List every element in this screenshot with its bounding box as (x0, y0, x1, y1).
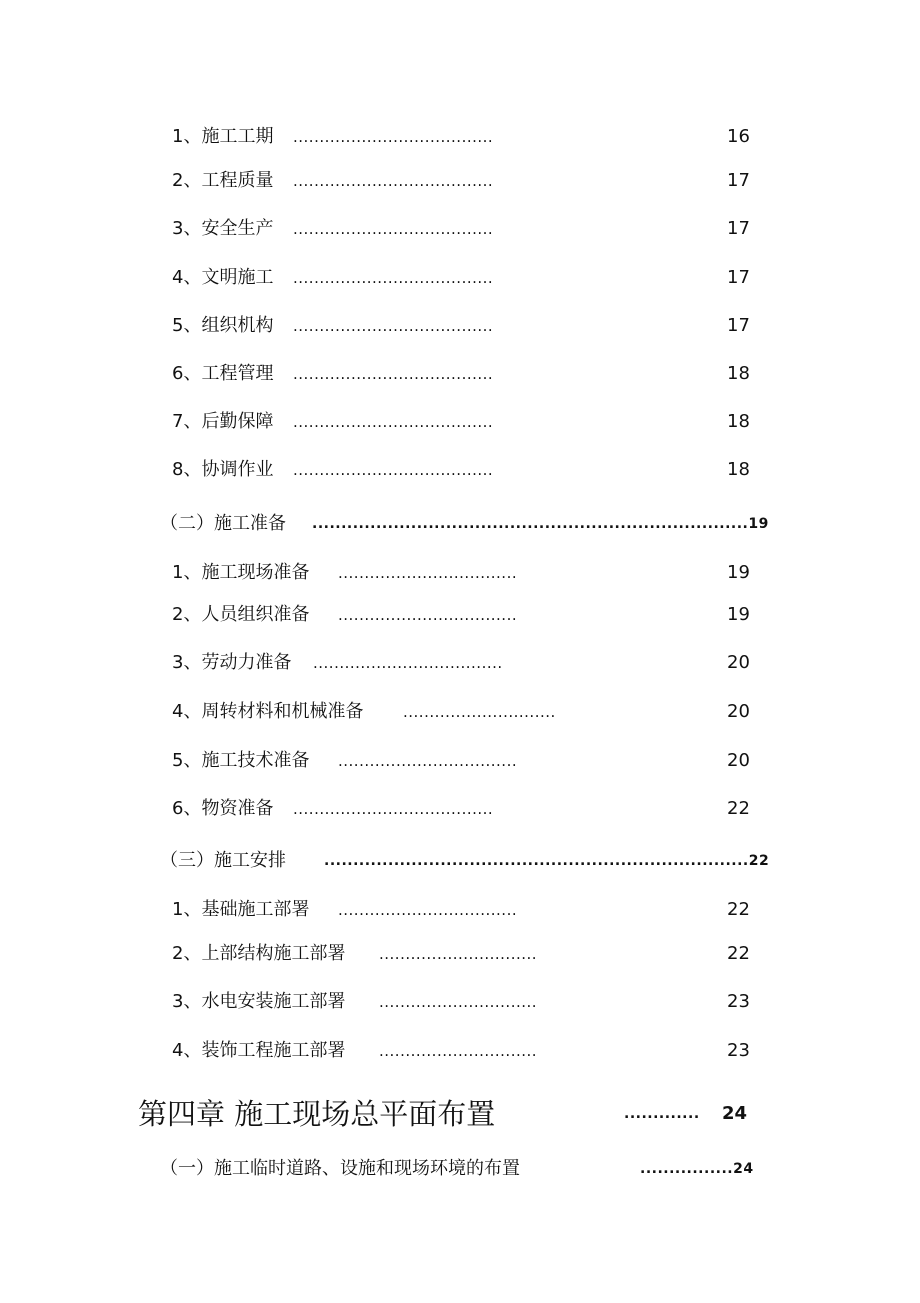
toc-entry[interactable] (0, 893, 920, 927)
section-title: （二）施工准备 (160, 513, 286, 534)
dot-leader: ...................................... (293, 269, 494, 287)
dot-leader-with-page: ................24 (640, 1161, 754, 1177)
chapter-title: 第四章 施工现场总平面布置 (138, 1097, 496, 1131)
toc-entry[interactable] (0, 556, 920, 590)
dot-leader: ...................................... (293, 800, 494, 818)
entry-title: 6、工程管理 (172, 363, 274, 384)
dot-leader: .................................... (313, 654, 503, 672)
toc-entry[interactable] (0, 695, 920, 729)
page-number: 23 (727, 1040, 750, 1061)
toc-entry[interactable] (0, 646, 920, 680)
entry-title: 8、协调作业 (172, 459, 274, 480)
toc-section[interactable] (0, 507, 920, 541)
page-number: 20 (727, 701, 750, 722)
entry-title: 4、装饰工程施工部署 (172, 1040, 346, 1061)
toc-entry[interactable] (0, 985, 920, 1019)
page-number: 17 (727, 315, 750, 336)
page-number: 19 (727, 562, 750, 583)
entry-title: 4、周转材料和机械准备 (172, 701, 364, 722)
toc-entry[interactable] (0, 453, 920, 487)
dot-leader: ...................................... (293, 220, 494, 238)
page-number: 17 (727, 170, 750, 191)
page-number: 22 (727, 798, 750, 819)
toc-entry[interactable] (0, 212, 920, 246)
toc-entry[interactable] (0, 261, 920, 295)
toc-entry[interactable] (0, 1034, 920, 1068)
page-number: 18 (727, 459, 750, 480)
page-number: 23 (727, 991, 750, 1012)
toc-entry[interactable] (0, 164, 920, 198)
section-title: （一）施工临时道路、设施和现场环境的布置 (160, 1158, 520, 1179)
entry-title: 7、后勤保障 (172, 411, 274, 432)
page-number: 16 (727, 126, 750, 147)
toc-entry[interactable] (0, 309, 920, 343)
dot-leader: ...................................... (293, 365, 494, 383)
toc-entry[interactable] (0, 937, 920, 971)
entry-title: 5、施工技术准备 (172, 750, 310, 771)
dot-leader: ...................................... (293, 413, 494, 431)
dot-leader: .................................. (338, 606, 518, 624)
dot-leader: ...................................... (293, 461, 494, 479)
entry-title: 1、施工工期 (172, 126, 274, 147)
dot-leader: ............. (624, 1106, 700, 1122)
section-title: （三）施工安排 (160, 850, 286, 871)
page-number: 20 (727, 750, 750, 771)
toc-entry[interactable] (0, 120, 920, 154)
toc-section[interactable] (0, 1152, 920, 1186)
toc-entry[interactable] (0, 744, 920, 778)
entry-title: 3、安全生产 (172, 218, 274, 239)
entry-title: 3、劳动力准备 (172, 652, 292, 673)
entry-title: 3、水电安装施工部署 (172, 991, 346, 1012)
entry-title: 2、上部结构施工部署 (172, 943, 346, 964)
entry-title: 2、人员组织准备 (172, 604, 310, 625)
entry-title: 2、工程质量 (172, 170, 274, 191)
entry-title: 5、组织机构 (172, 315, 274, 336)
dot-leader-with-page: .........................................................................22 (324, 853, 770, 869)
toc-entry[interactable] (0, 405, 920, 439)
page-number: 24 (722, 1103, 748, 1124)
dot-leader: .............................. (379, 993, 538, 1011)
page-number: 19 (727, 604, 750, 625)
toc-entry[interactable] (0, 792, 920, 826)
page-number: 17 (727, 218, 750, 239)
dot-leader: ...................................... (293, 172, 494, 190)
dot-leader: .................................. (338, 901, 518, 919)
entry-title: 4、文明施工 (172, 267, 274, 288)
page-number: 17 (727, 267, 750, 288)
dot-leader: .............................. (379, 945, 538, 963)
page-number: 22 (727, 899, 750, 920)
page-number: 20 (727, 652, 750, 673)
dot-leader: .................................. (338, 564, 518, 582)
dot-leader: ...................................... (293, 128, 494, 146)
dot-leader: .............................. (379, 1042, 538, 1060)
dot-leader: .................................. (338, 752, 518, 770)
dot-leader: ...................................... (293, 317, 494, 335)
page-number: 18 (727, 363, 750, 384)
toc-section[interactable] (0, 844, 920, 878)
page-number: 22 (727, 943, 750, 964)
page-number: 18 (727, 411, 750, 432)
toc-entry[interactable] (0, 357, 920, 391)
dot-leader: ............................. (403, 703, 556, 721)
toc-entry[interactable] (0, 598, 920, 632)
toc-chapter[interactable] (0, 1092, 920, 1136)
entry-title: 1、基础施工部署 (172, 899, 310, 920)
entry-title: 6、物资准备 (172, 798, 274, 819)
entry-title: 1、施工现场准备 (172, 562, 310, 583)
dot-leader-with-page: ...........................................................................19 (312, 516, 769, 532)
